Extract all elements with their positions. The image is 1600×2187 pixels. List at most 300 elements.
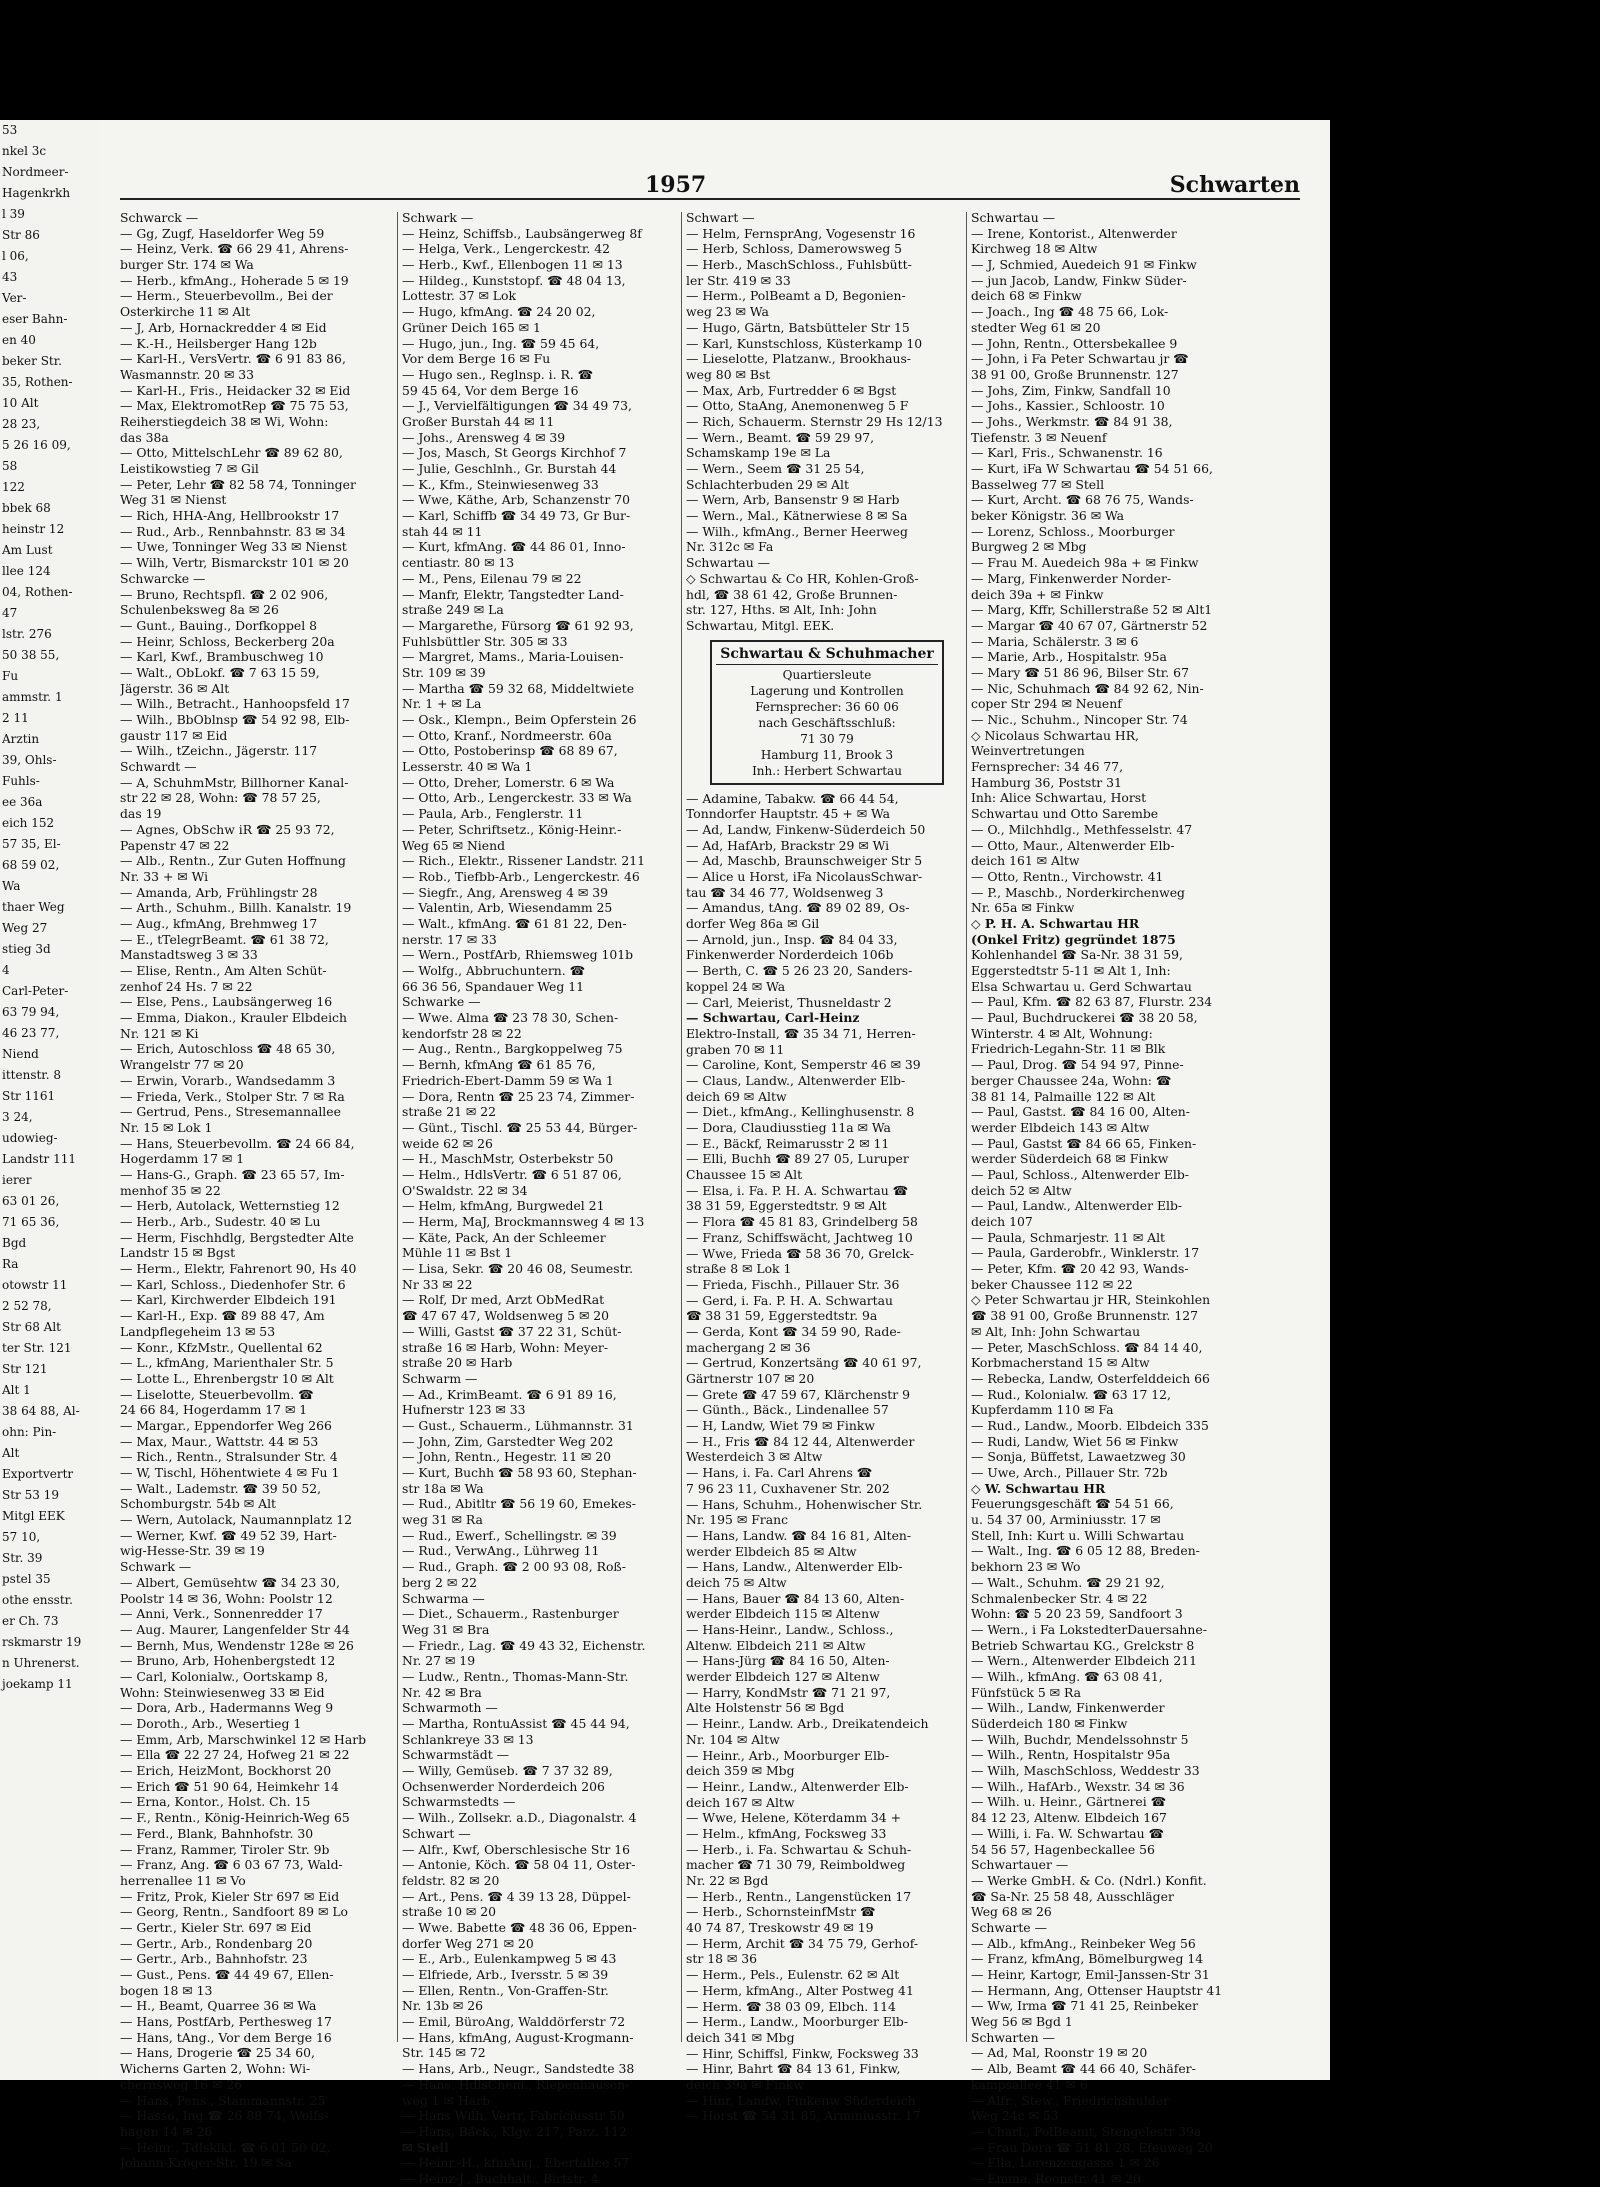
directory-entry-line: — Elli, Buchh ☎ 89 27 05, Luruper bbox=[686, 1151, 909, 1167]
directory-entry-line: 38 91 00, Große Brunnenstr. 127 bbox=[971, 366, 1179, 382]
prev-page-line: bbek 68 bbox=[2, 501, 51, 515]
directory-entry-line: — Georg, Rentn., Sandfoort 89 ✉ Lo bbox=[120, 1904, 349, 1920]
prev-page-line: 58 bbox=[2, 459, 18, 473]
directory-entry-line: Chaussee 15 ✉ Alt bbox=[686, 1167, 803, 1183]
column-divider bbox=[681, 212, 682, 2042]
directory-entry-line: — Paula, Schmarjestr. 11 ✉ Alt bbox=[971, 1229, 1166, 1245]
directory-entry-line: ◇ W. Schwartau HR bbox=[971, 1480, 1106, 1496]
directory-entry-line: — Karl-H., Exp. ☎ 89 88 47, Am bbox=[120, 1308, 325, 1324]
directory-entry-line: — Hans, kfmAng, August-Krogmann- bbox=[402, 2029, 634, 2045]
directory-entry-line: Schwarm — bbox=[402, 1370, 478, 1386]
directory-entry-line: Nr. 22 ✉ Bgd bbox=[686, 1873, 769, 1888]
directory-entry-line: Hamburg 36, Poststr 31 bbox=[971, 774, 1122, 790]
directory-entry-line: dorfer Weg 86a ✉ Gil bbox=[686, 916, 820, 932]
directory-entry-line: wig-Hesse-Str. 39 ✉ 19 bbox=[120, 1543, 265, 1559]
directory-entry-line: Schwarmoth — bbox=[402, 1700, 498, 1716]
directory-entry-line: — Rich., Elektr., Rissener Landstr. 211 bbox=[402, 853, 646, 869]
directory-entry-line: ☎ Sa-Nr. 25 58 48, Ausschläger bbox=[971, 1888, 1174, 1904]
directory-entry-line: straße 21 ✉ 22 bbox=[402, 1104, 496, 1120]
directory-entry-line: — Rich, HHA-Ang, Hellbrookstr 17 bbox=[120, 508, 340, 524]
directory-entry-line: — Hans, Bäck., Klgv. 217, Parz. 112 bbox=[402, 2123, 627, 2139]
directory-entry-line: Weg 24c ✉ 53 bbox=[971, 2108, 1059, 2124]
prev-page-line: joekamp 11 bbox=[2, 1677, 73, 1691]
directory-entry-line: — Sonja, Büffetst, Lawaetzweg 30 bbox=[971, 1449, 1186, 1465]
prev-page-line: 57 35, El- bbox=[2, 837, 61, 851]
directory-entry-line: — Wilh., Landw, Finkenwerder bbox=[971, 1700, 1165, 1716]
directory-entry-line: — Hildeg., Kunststopf. ☎ 48 04 13, bbox=[402, 272, 626, 288]
directory-entry-line: Str. 145 ✉ 72 bbox=[402, 2045, 486, 2061]
directory-entry-line: gaustr 117 ✉ Eid bbox=[120, 727, 228, 743]
ad-line: Hamburg 11, Brook 3 bbox=[760, 747, 894, 762]
directory-entry-line: Weg 31 ✉ Bra bbox=[402, 1621, 490, 1637]
directory-entry-line: — Ad, HafArb, Brackstr 29 ✉ Wi bbox=[686, 837, 890, 853]
directory-entry-line: — Frieda, Verk., Stolper Str. 7 ✉ Ra bbox=[120, 1088, 345, 1104]
directory-entry-line: — Rud., Ewerf., Schellingstr. ✉ 39 bbox=[402, 1527, 617, 1543]
directory-entry-line: — Emm, Arb, Marschwinkel 12 ✉ Harb bbox=[120, 1731, 367, 1747]
directory-entry-line: — Wilh, Buchdr, Mendelssohnstr 5 bbox=[971, 1731, 1189, 1747]
prev-page-line: otowstr 11 bbox=[2, 1278, 68, 1292]
prev-page-line: 57 10, bbox=[2, 1530, 41, 1544]
directory-entry-line: — Alfr., Kwf, Oberschlesische Str 16 bbox=[402, 1841, 630, 1857]
directory-entry-line: dorfer Weg 271 ✉ 20 bbox=[402, 1935, 534, 1951]
directory-entry-line: deich 167 ✉ Altw bbox=[686, 1794, 795, 1810]
directory-entry-line: Lesserstr. 40 ✉ Wa 1 bbox=[402, 759, 533, 775]
directory-entry-line: — Gertr., Arb., Bahnhofstr. 23 bbox=[120, 1951, 308, 1967]
directory-entry-line: — J., Vervielfältigungen ☎ 34 49 73, bbox=[402, 398, 632, 414]
directory-entry-line: Kohlenhandel ☎ Sa-Nr. 38 31 59, bbox=[971, 947, 1183, 963]
directory-entry-line: Schwarte — bbox=[971, 1919, 1047, 1935]
directory-entry-line: Schamskamp 19e ✉ La bbox=[686, 445, 831, 461]
directory-entry-line: — Kurt, iFa W Schwartau ☎ 54 51 66, bbox=[971, 461, 1213, 476]
directory-entry-line: — Walt., Ing. ☎ 6 05 12 88, Breden- bbox=[971, 1543, 1200, 1559]
directory-entry-line: — Erich, Autoschloss ☎ 48 65 30, bbox=[120, 1041, 336, 1057]
directory-entry-line: Korbmacherstand 15 ✉ Altw bbox=[971, 1355, 1150, 1371]
directory-entry-line: — Wilh., kfmAng. ☎ 63 08 41, bbox=[971, 1668, 1163, 1684]
directory-entry-line: — Uwe, Tonninger Weg 33 ✉ Nienst bbox=[120, 539, 347, 555]
directory-entry-line: — Marie, Arb., Hospitalstr. 95a bbox=[971, 649, 1167, 665]
directory-entry-line: Leistikowstieg 7 ✉ Gil bbox=[120, 461, 259, 476]
directory-entry-line: Schwartau und Otto Sarembe bbox=[971, 806, 1159, 822]
directory-entry-line: — H., Beamt, Quarree 36 ✉ Wa bbox=[120, 1998, 317, 2014]
directory-entry-line: — Heinr.-H., kfmAng., Ebertallee 57 bbox=[402, 2155, 630, 2171]
directory-entry-line: — Helm, FernsprAng, Vogesenstr 16 bbox=[686, 225, 916, 241]
directory-entry-line: O'Swaldstr. 22 ✉ 34 bbox=[402, 1182, 528, 1198]
directory-entry-line: — Amandus, tAng. ☎ 89 02 89, Os- bbox=[686, 900, 910, 916]
directory-entry-line: — Franz, kfmAng, Bömelburgweg 14 bbox=[971, 1951, 1204, 1967]
prev-page-line: thaer Weg bbox=[2, 900, 65, 914]
directory-entry-line: — Gertrud, Pens., Stresemannallee bbox=[120, 1104, 341, 1120]
directory-entry-line: — Walt., Lademstr. ☎ 39 50 52, bbox=[120, 1480, 322, 1496]
directory-entry-line: werder Elbdeich 85 ✉ Altw bbox=[686, 1543, 857, 1559]
prev-page-line: Arztin bbox=[2, 732, 40, 746]
directory-entry-line: — Fritz, Prok, Kieler Str 697 ✉ Eid bbox=[120, 1888, 340, 1904]
directory-page bbox=[100, 120, 1330, 2186]
directory-entry-line: 40 74 87, Treskowstr 49 ✉ 19 bbox=[686, 1920, 874, 1936]
directory-entry-line: — Albert, Gemüsehtw ☎ 34 23 30, bbox=[120, 1574, 340, 1590]
directory-entry-line: ◇ Peter Schwartau jr HR, Steinkohlen bbox=[971, 1292, 1211, 1308]
directory-entry-line: — Rud., Abitltr ☎ 56 19 60, Emekes- bbox=[402, 1496, 636, 1512]
directory-entry-line: Jägerstr. 36 ✉ Alt bbox=[120, 680, 230, 696]
prev-page-line: Exportvertr bbox=[2, 1467, 74, 1481]
column-4 bbox=[971, 210, 1241, 2187]
directory-entry-line: 24 66 84, Hogerdamm 17 ✉ 1 bbox=[120, 1402, 308, 1418]
directory-entry-line: — Aug. Maurer, Langenfelder Str 44 bbox=[120, 1621, 350, 1637]
directory-entry-line: — Otto, Arb., Lengerckestr. 33 ✉ Wa bbox=[402, 790, 632, 806]
prev-page-line: Fuhls- bbox=[2, 774, 40, 788]
directory-entry-line: — Franz, Schiffswächt, Jachtweg 10 bbox=[686, 1229, 913, 1245]
directory-entry-line: Alte Holstenstr 56 ✉ Bgd bbox=[686, 1700, 845, 1716]
directory-entry-line: Betrieb Schwartau KG., Grelckstr 8 bbox=[971, 1637, 1195, 1653]
directory-entry-line: Landpflegeheim 13 ✉ 53 bbox=[120, 1323, 276, 1339]
directory-entry-line: Nr. 195 ✉ Franc bbox=[686, 1512, 789, 1528]
directory-entry-line: stah 44 ✉ 11 bbox=[402, 523, 483, 539]
directory-entry-line: — Heinr, Schloss, Beckerberg 20a bbox=[120, 633, 335, 649]
directory-entry-line: — Ww, Irma ☎ 71 41 25, Reinbeker bbox=[971, 1998, 1199, 2014]
directory-entry-line: graben 70 ✉ 11 bbox=[686, 1041, 785, 1057]
directory-entry-line: — Wwe. Alma ☎ 23 78 30, Schen- bbox=[402, 1010, 619, 1026]
directory-entry-line: Friedrich-Ebert-Damm 59 ✉ Wa 1 bbox=[402, 1072, 614, 1088]
prev-page-line: Str 121 bbox=[2, 1362, 48, 1376]
directory-entry-line: — Gertrud, Konzertsäng ☎ 40 61 97, bbox=[686, 1355, 922, 1371]
directory-entry-line: Manstadtsweg 3 ✉ 33 bbox=[120, 947, 258, 963]
directory-entry-line: Johann-Kröger-Str. 19 ✉ Sa bbox=[120, 2155, 292, 2171]
directory-entry-line: — Johs., Kassier., Schloostr. 10 bbox=[971, 398, 1165, 414]
directory-entry-line: — Hinr, Bahrt ☎ 84 13 61, Finkw, bbox=[686, 2061, 901, 2077]
directory-entry-line: — Heinr., Landw., Altenwerder Elb- bbox=[686, 1778, 909, 1794]
directory-entry-line: Schwarcke — bbox=[120, 570, 206, 586]
column-2 bbox=[402, 210, 672, 2187]
page-title: Schwarten bbox=[1169, 172, 1300, 198]
directory-entry-line: weg 23 ✉ Wa bbox=[686, 304, 769, 320]
directory-entry-line: straße 16 ✉ Harb, Wohn: Meyer- bbox=[402, 1339, 609, 1355]
directory-entry-line: Eggerstedtstr 5-11 ✉ Alt 1, Inh: bbox=[971, 963, 1171, 978]
directory-entry-line: — Joach., Ing ☎ 48 75 66, Lok- bbox=[971, 304, 1169, 320]
directory-entry-line: Nr 33 ✉ 22 bbox=[402, 1276, 473, 1292]
directory-entry-line: weg 31 ✉ Ra bbox=[402, 1512, 483, 1528]
directory-entry-line: — Käte, Pack, An der Schleemer bbox=[402, 1229, 606, 1245]
directory-entry-line: werder Süderdeich 68 ✉ Finkw bbox=[971, 1151, 1169, 1167]
directory-entry-line: Weg 56 ✉ Bgd 1 bbox=[971, 2014, 1073, 2030]
directory-entry-line: Weg 65 ✉ Niend bbox=[402, 837, 506, 853]
directory-entry-line: Schwarmstedts — bbox=[402, 1794, 516, 1810]
directory-entry-line: — Rob., Tiefbb-Arb., Lengerckestr. 46 bbox=[402, 868, 640, 884]
directory-entry-line: — Herb., i. Fa. Schwartau & Schuh- bbox=[686, 1841, 912, 1857]
directory-entry-line: — Hans, i. Fa. Carl Ahrens ☎ bbox=[686, 1465, 873, 1481]
directory-entry-line: Schwart — bbox=[686, 210, 755, 225]
prev-page-line: 04, Rothen- bbox=[2, 585, 73, 599]
directory-entry-line: Schwart — bbox=[402, 1825, 471, 1841]
directory-entry-line: — Herb., Rentn., Langenstücken 17 bbox=[686, 1888, 912, 1904]
directory-entry-line: — Peter, MaschSchloss. ☎ 84 14 40, bbox=[971, 1339, 1203, 1355]
directory-entry-line: — Diet., kfmAng., Kellinghusenstr. 8 bbox=[686, 1104, 915, 1120]
directory-entry-line: — Hugo, kfmAng. ☎ 24 20 02, bbox=[402, 304, 596, 320]
directory-entry-line: — Liselotte, Steuerbevollm. ☎ bbox=[120, 1386, 314, 1402]
directory-entry-line: — Rolf, Dr med, Arzt ObMedRat bbox=[402, 1292, 605, 1308]
directory-entry-line: — Otto, Rentn., Virchowstr. 41 bbox=[971, 868, 1164, 884]
prev-page-line: ter Str. 121 bbox=[2, 1341, 72, 1355]
directory-entry-line: — Paul, Kfm. ☎ 82 63 87, Flurstr. 234 bbox=[971, 994, 1213, 1010]
directory-entry-line: — Dora, Rentn ☎ 25 23 74, Zimmer- bbox=[402, 1088, 635, 1104]
directory-entry-line: — O., Milchhdlg., Methfesselstr. 47 bbox=[971, 821, 1193, 837]
directory-entry-line: — Hugo, jun., Ing. ☎ 59 45 64, bbox=[402, 335, 600, 351]
directory-entry-line: — Paula, Arb., Fenglerstr. 11 bbox=[402, 806, 584, 822]
directory-entry-line: deich 52 ✉ Altw bbox=[971, 1182, 1072, 1198]
directory-entry-line: Friedrich-Legahn-Str. 11 ✉ Blk bbox=[971, 1041, 1166, 1057]
prev-page-line: heinstr 12 bbox=[2, 522, 65, 536]
directory-entry-line: — Heinr., Landw. Arb., Dreikatendeich bbox=[686, 1716, 929, 1732]
directory-entry-line: Osterkirche 11 ✉ Alt bbox=[120, 304, 251, 320]
directory-entry-line: — Wilh, MaschSchloss, Weddestr 33 bbox=[971, 1763, 1200, 1779]
directory-entry-line: Tonndorfer Hauptstr. 45 + ✉ Wa bbox=[686, 806, 891, 822]
prev-page-line: lstr. 276 bbox=[2, 627, 52, 641]
directory-entry-line: — Franz, Rammer, Tiroler Str. 9b bbox=[120, 1841, 330, 1857]
directory-entry-line: — Bernh, Mus, Wendenstr 128e ✉ 26 bbox=[120, 1637, 354, 1653]
directory-entry-line: deich 68 ✉ Finkw bbox=[971, 288, 1082, 304]
prev-page-line: Str. 39 bbox=[2, 1551, 43, 1565]
directory-entry-line: ☎ 47 67 47, Woldsenweg 5 ✉ 20 bbox=[402, 1308, 610, 1324]
directory-entry-line: — Dora, Arb., Hadermanns Weg 9 bbox=[120, 1700, 334, 1716]
directory-entry-line: — Wern, Autolack, Naumannplatz 12 bbox=[120, 1512, 353, 1528]
directory-entry-line: Hogerdamm 17 ✉ 1 bbox=[120, 1151, 245, 1167]
directory-entry-line: kampsallee 41 ✉ 6 bbox=[971, 2076, 1088, 2092]
directory-entry-line: — Herm, MaJ, Brockmannsweg 4 ✉ 13 bbox=[402, 1214, 645, 1229]
directory-entry-line: — Alb., Rentn., Zur Guten Hoffnung bbox=[120, 853, 346, 869]
directory-entry-line: — Karl, Kunstschloss, Küsterkamp 10 bbox=[686, 335, 923, 351]
directory-entry-line: beker Chaussee 112 ✉ 22 bbox=[971, 1276, 1133, 1292]
directory-entry-line: — Art., Pens. ☎ 4 39 13 28, Düppel- bbox=[402, 1888, 631, 1904]
prev-page-line: 68 59 02, bbox=[2, 858, 60, 872]
directory-entry-line: — Peter, Lehr ☎ 82 58 74, Tonninger bbox=[120, 476, 356, 492]
directory-entry-line: — Gertr., Kieler Str. 697 ✉ Eid bbox=[120, 1919, 312, 1935]
directory-entry-line: — Gust., Pens. ☎ 44 49 67, Ellen- bbox=[120, 1967, 334, 1982]
directory-entry-line: Vor dem Berge 16 ✉ Fu bbox=[402, 351, 551, 367]
directory-entry-line: — Wilh., BbOblnsp ☎ 54 92 98, Elb- bbox=[120, 712, 350, 727]
directory-entry-line: — Rudi, Landw, Wiet 56 ✉ Finkw bbox=[971, 1433, 1179, 1449]
prev-page-line: nkel 3c bbox=[2, 144, 47, 158]
directory-entry-line: (Onkel Fritz) gegründet 1875 bbox=[971, 931, 1176, 947]
directory-entry-line: Süderdeich 180 ✉ Finkw bbox=[971, 1716, 1128, 1731]
directory-entry-line: deich 39a + ✉ Finkw bbox=[971, 586, 1104, 602]
directory-entry-line: Großer Burstah 44 ✉ 11 bbox=[402, 413, 555, 429]
directory-entry-line: — Herb, Schloss, Damerowsweg 5 bbox=[686, 241, 903, 257]
directory-entry-line: Nr. 1 + ✉ La bbox=[402, 696, 482, 712]
prev-page-line: Str 1161 bbox=[2, 1089, 56, 1103]
directory-entry-line: Burgweg 2 ✉ Mbg bbox=[971, 539, 1087, 555]
directory-entry-line: — Wilh., Rentn, Hospitalstr 95a bbox=[971, 1747, 1171, 1763]
directory-entry-line: — E., tTelegrBeamt. ☎ 61 38 72, bbox=[120, 931, 329, 947]
directory-entry-line: — Max, ElektromotRep ☎ 75 75 53, bbox=[120, 398, 349, 414]
directory-entry-line: — Heinr., Arb., Moorburger Elb- bbox=[686, 1747, 890, 1763]
prev-page-line: 63 79 94, bbox=[2, 1005, 60, 1019]
directory-entry-line: Str. 109 ✉ 39 bbox=[402, 664, 486, 680]
directory-entry-line: — K., Kfm., Steinwiesenweg 33 bbox=[402, 476, 599, 492]
directory-entry-line: — Herm., Landw., Moorburger Elb- bbox=[686, 2014, 909, 2030]
directory-entry-line: — Ellen, Rentn., Von-Graffen-Str. bbox=[402, 1982, 609, 1998]
directory-entry-line: — Otto, StaAng, Anemonenweg 5 F bbox=[686, 398, 909, 414]
directory-entry-line: Schmalenbecker Str. 4 ✉ 22 bbox=[971, 1590, 1148, 1606]
directory-entry-line: — Ad., KrimBeamt. ☎ 6 91 89 16, bbox=[402, 1386, 617, 1402]
directory-entry-line: burger Str. 174 ✉ Wa bbox=[120, 257, 254, 273]
directory-entry-line: Schwartau — bbox=[686, 555, 770, 571]
directory-entry-line: — Rich, Schauerm. Sternstr 29 Hs 12/13 bbox=[686, 413, 943, 429]
directory-entry-line: — Ad, Mal, Roonstr 19 ✉ 20 bbox=[971, 2045, 1148, 2061]
directory-entry-line: Wasmannstr. 20 ✉ 33 bbox=[120, 366, 255, 382]
directory-entry-line: Reiherstiegdeich 38 ✉ Wi, Wohn: bbox=[120, 413, 329, 429]
directory-entry-line: — Hans, PostfArb, Perthesweg 17 bbox=[120, 2014, 332, 2030]
directory-entry-line: — Wilh., tZeichn., Jägerstr. 117 bbox=[120, 743, 318, 759]
directory-entry-line: Papenstr 47 ✉ 22 bbox=[120, 837, 230, 853]
prev-page-line: Carl-Peter- bbox=[2, 984, 69, 998]
directory-entry-line: — Harry, KondMstr ☎ 71 21 97, bbox=[686, 1684, 891, 1700]
directory-entry-line: — Günth., Bäck., Lindenallee 57 bbox=[686, 1402, 889, 1418]
directory-entry-line: — Konr., KfzMstr., Quellental 62 bbox=[120, 1339, 323, 1355]
directory-entry-line: — Hans, Steuerbevollm. ☎ 24 66 84, bbox=[120, 1135, 355, 1151]
prev-page-line: Mitgl EEK bbox=[2, 1509, 65, 1523]
directory-entry-line: Altenw. Elbdeich 211 ✉ Altw bbox=[686, 1637, 866, 1653]
directory-entry-line: — Emil, BüroAng, Walddörferstr 72 bbox=[402, 2014, 626, 2030]
directory-entry-line: Weg 31 ✉ Nienst bbox=[120, 492, 227, 508]
prev-page-line: Bgd bbox=[2, 1236, 27, 1250]
page-number: 1957 bbox=[645, 172, 707, 198]
directory-entry-line: Fernsprecher: 34 46 77, bbox=[971, 759, 1124, 775]
directory-entry-line: — Lieselotte, Platzanw., Brookhaus- bbox=[686, 351, 911, 367]
directory-entry-line: Poolstr 14 ✉ 36, Wohn: Poolstr 12 bbox=[120, 1590, 333, 1606]
prev-page-line: 10 Alt bbox=[2, 396, 39, 410]
directory-entry-line: weg 80 ✉ Bst bbox=[686, 366, 771, 382]
directory-entry-line: — Hans, Bauer ☎ 84 13 60, Alten- bbox=[686, 1590, 905, 1606]
directory-entry-line: — Max, Maur., Wattstr. 44 ✉ 53 bbox=[120, 1433, 319, 1449]
directory-entry-line: — Werke GmbH. & Co. (Ndrl.) Konfit. bbox=[971, 1872, 1207, 1888]
prev-page-line: Hagenkrkh bbox=[2, 186, 71, 200]
directory-entry-line: Schulenbeksweg 8a ✉ 26 bbox=[120, 602, 279, 618]
directory-entry-line: Schwarten — bbox=[971, 2029, 1055, 2045]
directory-entry-line: Nr. 13b ✉ 26 bbox=[402, 1998, 484, 2014]
directory-entry-line: — Heinr., Tdlsklkl. ☎ 6 01 50 02, bbox=[120, 2139, 331, 2155]
directory-entry-line: deich 107 bbox=[971, 1214, 1033, 1229]
prev-page-line: 35, Rothen- bbox=[2, 375, 73, 389]
directory-entry-line: — Hans-Heinr., Landw., Schloss., bbox=[686, 1622, 894, 1637]
directory-entry-line: — Alb., kfmAng., Reinbeker Weg 56 bbox=[971, 1935, 1196, 1951]
directory-entry-line: Nr. 27 ✉ 19 bbox=[402, 1653, 476, 1669]
prev-page-line: 4 bbox=[2, 963, 10, 977]
directory-entry-line: Kupferdamm 110 ✉ Fa bbox=[971, 1402, 1114, 1418]
directory-entry-line: Elsa Schwartau u. Gerd Schwartau bbox=[971, 978, 1192, 994]
directory-entry-line: — Willi, Gastst ☎ 37 22 31, Schüt- bbox=[402, 1323, 622, 1339]
directory-entry-line: — Paul, Drog. ☎ 54 94 97, Pinne- bbox=[971, 1057, 1184, 1073]
column-1 bbox=[120, 210, 390, 2171]
directory-entry-line: — Wwe, Frieda ☎ 58 36 70, Grelck- bbox=[686, 1245, 914, 1261]
directory-entry-line: ◇ Schwartau & Co HR, Kohlen-Groß- bbox=[686, 570, 919, 586]
directory-entry-line: — Karl, Fris., Schwanenstr. 16 bbox=[971, 445, 1163, 461]
column-divider bbox=[966, 212, 967, 2042]
directory-entry-line: — Wern., Seem ☎ 31 25 54, bbox=[686, 461, 865, 476]
directory-entry-line: 66 36 56, Spandauer Weg 11 bbox=[402, 978, 585, 994]
directory-entry-line: — Herb., Arb., Sudestr. 40 ✉ Lu bbox=[120, 1214, 321, 1229]
directory-entry-line: — Ad, Maschb, Braunschweiger Str 5 bbox=[686, 853, 923, 869]
directory-entry-line: — Herm, Fischhdlg, Bergstedter Alte bbox=[120, 1229, 354, 1245]
directory-entry-line: — Herm. ☎ 38 03 09, Elbch. 114 bbox=[686, 1998, 896, 2014]
directory-entry-line: Schwartauer — bbox=[971, 1857, 1069, 1873]
directory-entry-line: ☎ 38 31 59, Eggerstedtstr. 9a bbox=[686, 1308, 878, 1324]
directory-entry-line: coper Str 294 ✉ Neuenf bbox=[971, 696, 1122, 712]
directory-entry-line: — E., Arb., Eulenkampweg 5 ✉ 43 bbox=[402, 1951, 617, 1967]
directory-entry-line: — Otto, Dreher, Lomerstr. 6 ✉ Wa bbox=[402, 774, 615, 790]
prev-page-line: Am Lust bbox=[2, 543, 53, 557]
directory-entry-line: 7 96 23 11, Cuxhavener Str. 202 bbox=[686, 1480, 890, 1496]
directory-entry-line: — Wern, Arb, Bansenstr 9 ✉ Harb bbox=[686, 492, 900, 508]
prev-page-line: Alt 1 bbox=[2, 1383, 31, 1397]
prev-page-line: ohn: Pin- bbox=[2, 1425, 57, 1439]
directory-entry-line: deich 341 ✉ Mbg bbox=[686, 2029, 795, 2045]
directory-entry-line: — Hans, Schuhm., Hohenwischer Str. bbox=[686, 1496, 923, 1512]
directory-entry-line: — Uwe, Arch., Pillauer Str. 72b bbox=[971, 1465, 1168, 1480]
directory-entry-line: — Hans, Landw. ☎ 84 16 81, Alten- bbox=[686, 1527, 912, 1543]
directory-entry-line: — Marg, Finkenwerder Norder- bbox=[971, 570, 1172, 586]
directory-entry-line: — Alb, Beamt ☎ 44 66 40, Schäfer- bbox=[971, 2061, 1196, 2077]
directory-entry-line: — Wern., i Fa LokstedterDauersahne- bbox=[971, 1621, 1207, 1637]
directory-entry-line: straße 20 ✉ Harb bbox=[402, 1355, 513, 1371]
directory-entry-line: 54 56 57, Hagenbeckallee 56 bbox=[971, 1841, 1155, 1857]
directory-entry-line: — Wilh. u. Heinr., Gärtnerei ☎ bbox=[971, 1794, 1167, 1810]
prev-page-line: 5 26 16 09, bbox=[2, 438, 71, 452]
directory-entry-line: Hufnerstr 123 ✉ 33 bbox=[402, 1402, 526, 1418]
directory-entry-line: — Hans, tAng., Vor dem Berge 16 bbox=[120, 2029, 332, 2045]
directory-entry-line: — Paul, Buchdruckerei ☎ 38 20 58, bbox=[971, 1010, 1198, 1026]
directory-entry-line: — Ferd., Blank, Bahnhofstr. 30 bbox=[120, 1825, 314, 1841]
directory-entry-line: — Valentin, Arb, Wiesendamm 25 bbox=[402, 900, 613, 916]
prev-page-line: Str 68 Alt bbox=[2, 1320, 62, 1334]
directory-entry-line: chernsweg 16 ✉ 26 bbox=[120, 2076, 243, 2092]
directory-entry-line: — Bruno, Rechtspfl. ☎ 2 02 906, bbox=[120, 586, 329, 602]
directory-entry-line: — Paul, Schloss., Altenwerder Elb- bbox=[971, 1166, 1189, 1182]
directory-entry-line: 38 31 59, Eggerstedtstr. 9 ✉ Alt bbox=[686, 1198, 887, 1214]
directory-entry-line: hagen 14 ✉ 26 bbox=[120, 2123, 213, 2139]
directory-entry-line: — Otto, MittelschLehr ☎ 89 62 80, bbox=[120, 445, 343, 461]
directory-entry-line: 38 81 14, Palmaille 122 ✉ Alt bbox=[971, 1088, 1156, 1104]
directory-entry-line: — L., kfmAng, Marienthaler Str. 5 bbox=[120, 1355, 334, 1371]
directory-entry-line: — Bernh, kfmAng ☎ 61 85 76, bbox=[402, 1057, 596, 1073]
directory-entry-line: — Wern., Altenwerder Elbdeich 211 bbox=[971, 1653, 1197, 1669]
directory-entry-line: — John, Rentn., Ottersbekallee 9 bbox=[971, 335, 1178, 351]
directory-entry-line: weide 62 ✉ 26 bbox=[402, 1135, 493, 1151]
directory-entry-line: — Erich ☎ 51 90 64, Heimkehr 14 bbox=[120, 1778, 339, 1794]
directory-entry-line: — Paul, Gastst. ☎ 84 16 00, Alten- bbox=[971, 1104, 1190, 1120]
directory-entry-line: deich 359 ✉ Mbg bbox=[686, 1763, 795, 1779]
directory-entry-line: — Amanda, Arb, Frühlingstr 28 bbox=[120, 884, 318, 900]
directory-entry-line: — Erich, HeizMont, Bockhorst 20 bbox=[120, 1763, 332, 1779]
directory-entry-line: ◇ P. H. A. Schwartau HR bbox=[971, 915, 1140, 931]
directory-entry-line: — Siegfr., Ang, Arensweg 4 ✉ 39 bbox=[402, 884, 609, 900]
directory-entry-line: — Rud., VerwAng., Lührweg 11 bbox=[402, 1543, 600, 1559]
directory-entry-line: — Wilh., HafArb., Wexstr. 34 ✉ 36 bbox=[971, 1778, 1185, 1794]
directory-entry-line: — Caroline, Kont, Semperstr 46 ✉ 39 bbox=[686, 1057, 921, 1073]
prev-page-line: 43 bbox=[2, 270, 18, 284]
directory-entry-line: herrenallee 11 ✉ Vo bbox=[120, 1872, 246, 1888]
directory-entry-line: — Anni, Verk., Sonnenredder 17 bbox=[120, 1606, 323, 1622]
directory-entry-line: — John, Rentn., Hegestr. 11 ✉ 20 bbox=[402, 1449, 611, 1465]
prev-page-line: Landstr 111 bbox=[2, 1152, 76, 1166]
directory-entry-line: straße 249 ✉ La bbox=[402, 602, 504, 618]
directory-entry-line: str 18 ✉ 36 bbox=[686, 1951, 757, 1967]
directory-entry-line: — Rud., Landw., Moorb. Elbdeich 335 bbox=[971, 1417, 1209, 1433]
directory-entry-line: — Hans, Pens., Stammannstr. 25 bbox=[120, 2092, 326, 2108]
directory-entry-line: — Schwartau, Carl-Heinz bbox=[686, 1010, 860, 1026]
prev-page-line: 39, Ohls- bbox=[2, 753, 57, 767]
column-divider bbox=[397, 212, 398, 2042]
prev-page-line: pstel 35 bbox=[2, 1572, 51, 1586]
directory-entry-line: Lottestr. 37 ✉ Lok bbox=[402, 288, 516, 304]
directory-entry-line: — Wern., PostfArb, Rhiemsweg 101b bbox=[402, 947, 634, 963]
